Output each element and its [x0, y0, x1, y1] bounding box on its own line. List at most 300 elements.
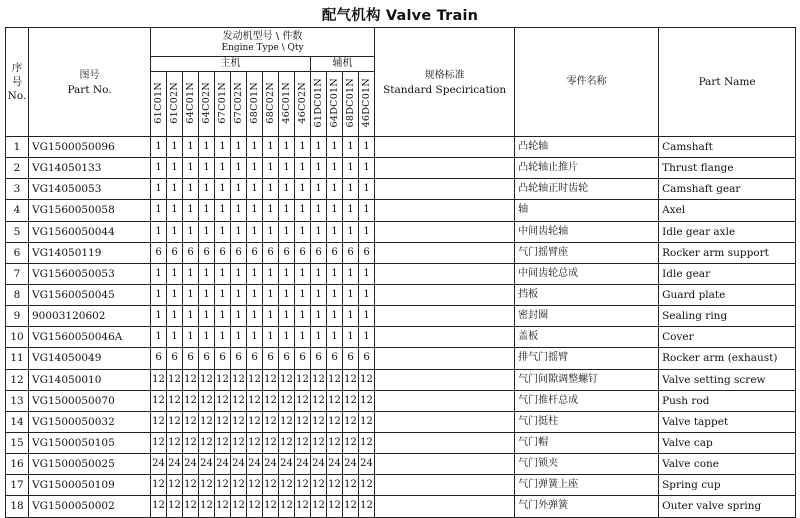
- quantity-cell: 1: [295, 137, 311, 158]
- part-name-cn: 盖板: [515, 327, 659, 348]
- quantity-cell: 12: [263, 496, 279, 517]
- part-name-en: Axel: [659, 200, 796, 221]
- quantity-cell: 1: [343, 306, 359, 327]
- quantity-cell: 1: [151, 263, 167, 284]
- row-number: 13: [6, 390, 29, 411]
- part-name-cn: 凸轮轴: [515, 137, 659, 158]
- quantity-cell: 1: [295, 263, 311, 284]
- quantity-cell: 6: [231, 242, 247, 263]
- quantity-cell: 6: [151, 242, 167, 263]
- quantity-cell: 24: [343, 454, 359, 475]
- quantity-cell: 1: [183, 137, 199, 158]
- quantity-cell: 1: [151, 158, 167, 179]
- part-number: VG1500050070: [29, 390, 151, 411]
- part-name-en: Push rod: [659, 390, 796, 411]
- quantity-cell: 12: [183, 390, 199, 411]
- quantity-cell: 1: [199, 327, 215, 348]
- quantity-cell: 12: [295, 369, 311, 390]
- quantity-cell: 1: [279, 327, 295, 348]
- part-number: VG1560050045: [29, 284, 151, 305]
- engine-model-header: [279, 72, 295, 137]
- quantity-cell: 1: [231, 200, 247, 221]
- part-number: VG14050010: [29, 369, 151, 390]
- row-number: 7: [6, 263, 29, 284]
- engine-model-label: 46C02N: [297, 81, 308, 124]
- quantity-cell: 24: [263, 454, 279, 475]
- quantity-cell: 1: [231, 263, 247, 284]
- quantity-cell: 1: [167, 221, 183, 242]
- quantity-cell: 1: [167, 137, 183, 158]
- spec-cell: [375, 432, 515, 453]
- part-name-en: Outer valve spring: [659, 496, 796, 517]
- part-number: VG1500050032: [29, 411, 151, 432]
- quantity-cell: 12: [167, 496, 183, 517]
- quantity-cell: 6: [359, 242, 375, 263]
- quantity-cell: 12: [199, 369, 215, 390]
- table-row: [6, 411, 796, 432]
- engine-type-header: [151, 28, 375, 57]
- quantity-cell: 1: [279, 221, 295, 242]
- quantity-cell: 12: [359, 496, 375, 517]
- engine-model-header: [231, 72, 247, 137]
- seq-header-line2: 号: [11, 76, 23, 88]
- spec-header: [375, 28, 515, 137]
- quantity-cell: 12: [183, 475, 199, 496]
- quantity-cell: 12: [311, 475, 327, 496]
- quantity-cell: 1: [311, 137, 327, 158]
- name-en-header: Part Name: [659, 28, 796, 137]
- quantity-cell: 12: [263, 411, 279, 432]
- engine-model-header: [215, 72, 231, 137]
- engine-model-header: [183, 72, 199, 137]
- quantity-cell: 12: [247, 390, 263, 411]
- quantity-cell: 1: [151, 137, 167, 158]
- quantity-cell: 1: [263, 137, 279, 158]
- table-row: [6, 432, 796, 453]
- quantity-cell: 1: [231, 158, 247, 179]
- table-row: [6, 137, 796, 158]
- quantity-cell: 24: [199, 454, 215, 475]
- quantity-cell: 12: [279, 432, 295, 453]
- quantity-cell: 12: [295, 475, 311, 496]
- quantity-cell: 6: [343, 242, 359, 263]
- quantity-cell: 12: [167, 475, 183, 496]
- row-number: 12: [6, 369, 29, 390]
- engine-model-label: 68C01N: [249, 81, 260, 124]
- part-name-cn: 挡板: [515, 284, 659, 305]
- engine-model-label: 67C01N: [217, 81, 228, 124]
- row-number: 10: [6, 327, 29, 348]
- quantity-cell: 1: [295, 179, 311, 200]
- quantity-cell: 12: [231, 411, 247, 432]
- aux-engine-header: 辅机: [311, 57, 375, 72]
- spec-cell: [375, 390, 515, 411]
- table-row: [6, 327, 796, 348]
- quantity-cell: 1: [359, 306, 375, 327]
- spec-cell: [375, 475, 515, 496]
- quantity-cell: 1: [279, 284, 295, 305]
- quantity-cell: 6: [359, 348, 375, 369]
- quantity-cell: 1: [215, 158, 231, 179]
- quantity-cell: 1: [279, 137, 295, 158]
- quantity-cell: 1: [183, 306, 199, 327]
- part-name-cn: 气门帽: [515, 432, 659, 453]
- quantity-cell: 12: [247, 411, 263, 432]
- part-name-cn: 中间齿轮轴: [515, 221, 659, 242]
- quantity-cell: 12: [231, 390, 247, 411]
- quantity-cell: 12: [215, 390, 231, 411]
- quantity-cell: 1: [215, 221, 231, 242]
- part-number: VG1500050105: [29, 432, 151, 453]
- quantity-cell: 1: [199, 306, 215, 327]
- engine-model-header: [295, 72, 311, 137]
- quantity-cell: 12: [263, 390, 279, 411]
- quantity-cell: 12: [343, 390, 359, 411]
- table-header: [6, 28, 796, 137]
- engine-model-header: [167, 72, 183, 137]
- quantity-cell: 12: [359, 432, 375, 453]
- quantity-cell: 1: [359, 327, 375, 348]
- quantity-cell: 1: [199, 158, 215, 179]
- quantity-cell: 12: [295, 496, 311, 517]
- quantity-cell: 1: [199, 179, 215, 200]
- engine-type-header-en: Engine Type \ Qty: [221, 42, 304, 53]
- quantity-cell: 1: [167, 200, 183, 221]
- quantity-cell: 12: [199, 390, 215, 411]
- quantity-cell: 1: [167, 263, 183, 284]
- quantity-cell: 12: [215, 411, 231, 432]
- quantity-cell: 1: [263, 179, 279, 200]
- quantity-cell: 12: [279, 369, 295, 390]
- table-body: [6, 137, 796, 518]
- quantity-cell: 12: [167, 390, 183, 411]
- spec-cell: [375, 200, 515, 221]
- quantity-cell: 1: [327, 327, 343, 348]
- row-number: 17: [6, 475, 29, 496]
- engine-model-header: [199, 72, 215, 137]
- quantity-cell: 12: [359, 369, 375, 390]
- quantity-cell: 12: [151, 496, 167, 517]
- quantity-cell: 12: [231, 432, 247, 453]
- quantity-cell: 1: [327, 200, 343, 221]
- quantity-cell: 1: [359, 200, 375, 221]
- quantity-cell: 1: [215, 137, 231, 158]
- quantity-cell: 12: [215, 475, 231, 496]
- part-number: VG1500050025: [29, 454, 151, 475]
- quantity-cell: 12: [151, 369, 167, 390]
- quantity-cell: 6: [183, 242, 199, 263]
- quantity-cell: 1: [279, 306, 295, 327]
- quantity-cell: 12: [199, 411, 215, 432]
- quantity-cell: 1: [215, 306, 231, 327]
- quantity-cell: 6: [311, 348, 327, 369]
- valve-train-parts-table: [5, 27, 796, 518]
- spec-cell: [375, 348, 515, 369]
- spec-cell: [375, 137, 515, 158]
- quantity-cell: 1: [231, 179, 247, 200]
- quantity-cell: 1: [167, 179, 183, 200]
- quantity-cell: 1: [311, 284, 327, 305]
- part-name-en: Valve tappet: [659, 411, 796, 432]
- quantity-cell: 1: [327, 306, 343, 327]
- quantity-cell: 12: [327, 496, 343, 517]
- quantity-cell: 1: [263, 263, 279, 284]
- quantity-cell: 12: [167, 411, 183, 432]
- quantity-cell: 12: [295, 390, 311, 411]
- quantity-cell: 24: [247, 454, 263, 475]
- row-number: 9: [6, 306, 29, 327]
- quantity-cell: 1: [247, 200, 263, 221]
- part-name-cn: 气门挺柱: [515, 411, 659, 432]
- part-number: VG14050119: [29, 242, 151, 263]
- spec-cell: [375, 158, 515, 179]
- quantity-cell: 1: [151, 200, 167, 221]
- quantity-cell: 12: [231, 475, 247, 496]
- quantity-cell: 1: [263, 221, 279, 242]
- row-number: 1: [6, 137, 29, 158]
- part-name-cn: 气门摇臂座: [515, 242, 659, 263]
- spec-cell: [375, 411, 515, 432]
- quantity-cell: 12: [247, 475, 263, 496]
- quantity-cell: 1: [151, 306, 167, 327]
- table-row: [6, 221, 796, 242]
- quantity-cell: 1: [311, 158, 327, 179]
- quantity-cell: 6: [263, 242, 279, 263]
- main-engine-header: 主机: [151, 57, 311, 72]
- part-no-header: [29, 28, 151, 137]
- part-name-en: Camshaft: [659, 137, 796, 158]
- quantity-cell: 12: [359, 475, 375, 496]
- engine-model-label: 64C02N: [201, 81, 212, 124]
- row-number: 16: [6, 454, 29, 475]
- quantity-cell: 1: [231, 221, 247, 242]
- spec-cell: [375, 306, 515, 327]
- spec-header-cn: 规格标准: [424, 69, 465, 81]
- part-name-cn: 凸轮轴止推片: [515, 158, 659, 179]
- table-row: [6, 306, 796, 327]
- table-row: [6, 284, 796, 305]
- part-name-en: Idle gear axle: [659, 221, 796, 242]
- row-number: 18: [6, 496, 29, 517]
- quantity-cell: 1: [247, 158, 263, 179]
- quantity-cell: 6: [247, 348, 263, 369]
- quantity-cell: 1: [167, 158, 183, 179]
- quantity-cell: 1: [311, 306, 327, 327]
- quantity-cell: 12: [247, 369, 263, 390]
- quantity-cell: 1: [151, 284, 167, 305]
- quantity-cell: 1: [215, 200, 231, 221]
- quantity-cell: 1: [231, 327, 247, 348]
- quantity-cell: 1: [183, 221, 199, 242]
- spec-cell: [375, 327, 515, 348]
- engine-model-label: 46DC01N: [361, 77, 373, 128]
- quantity-cell: 6: [167, 348, 183, 369]
- quantity-cell: 12: [343, 475, 359, 496]
- quantity-cell: 24: [359, 454, 375, 475]
- quantity-cell: 1: [279, 200, 295, 221]
- quantity-cell: 1: [231, 306, 247, 327]
- quantity-cell: 24: [311, 454, 327, 475]
- part-number: VG1560050046A: [29, 327, 151, 348]
- quantity-cell: 1: [247, 179, 263, 200]
- quantity-cell: 1: [247, 137, 263, 158]
- engine-model-label: 46C01N: [281, 81, 292, 124]
- row-number: 14: [6, 411, 29, 432]
- quantity-cell: 1: [343, 284, 359, 305]
- quantity-cell: 1: [151, 327, 167, 348]
- quantity-cell: 1: [183, 284, 199, 305]
- quantity-cell: 6: [295, 348, 311, 369]
- quantity-cell: 6: [327, 242, 343, 263]
- quantity-cell: 1: [231, 137, 247, 158]
- quantity-cell: 1: [359, 284, 375, 305]
- quantity-cell: 12: [327, 411, 343, 432]
- part-name-cn: 气门弹簧上座: [515, 475, 659, 496]
- quantity-cell: 1: [343, 158, 359, 179]
- quantity-cell: 1: [215, 179, 231, 200]
- quantity-cell: 1: [295, 327, 311, 348]
- row-number: 15: [6, 432, 29, 453]
- quantity-cell: 1: [247, 306, 263, 327]
- part-name-en: Camshaft gear: [659, 179, 796, 200]
- quantity-cell: 1: [199, 221, 215, 242]
- quantity-cell: 12: [343, 432, 359, 453]
- table-row: [6, 348, 796, 369]
- quantity-cell: 12: [151, 432, 167, 453]
- quantity-cell: 24: [167, 454, 183, 475]
- table-row: [6, 369, 796, 390]
- quantity-cell: 1: [279, 179, 295, 200]
- quantity-cell: 12: [199, 496, 215, 517]
- quantity-cell: 12: [247, 496, 263, 517]
- quantity-cell: 6: [199, 242, 215, 263]
- quantity-cell: 6: [231, 348, 247, 369]
- engine-model-header: [263, 72, 279, 137]
- part-number: VG14050053: [29, 179, 151, 200]
- seq-header: [6, 28, 29, 137]
- quantity-cell: 6: [263, 348, 279, 369]
- quantity-cell: 12: [183, 369, 199, 390]
- quantity-cell: 1: [359, 221, 375, 242]
- part-name-en: Valve cap: [659, 432, 796, 453]
- part-name-en: Sealing ring: [659, 306, 796, 327]
- quantity-cell: 12: [151, 390, 167, 411]
- part-number: VG1500050109: [29, 475, 151, 496]
- quantity-cell: 24: [183, 454, 199, 475]
- quantity-cell: 1: [231, 284, 247, 305]
- quantity-cell: 12: [279, 475, 295, 496]
- row-number: 11: [6, 348, 29, 369]
- row-number: 6: [6, 242, 29, 263]
- quantity-cell: 12: [279, 411, 295, 432]
- part-name-en: Rocker arm (exhaust): [659, 348, 796, 369]
- table-row: [6, 179, 796, 200]
- quantity-cell: 6: [167, 242, 183, 263]
- quantity-cell: 12: [343, 411, 359, 432]
- quantity-cell: 1: [215, 327, 231, 348]
- quantity-cell: 24: [231, 454, 247, 475]
- quantity-cell: 12: [343, 369, 359, 390]
- quantity-cell: 6: [343, 348, 359, 369]
- part-name-en: Valve cone: [659, 454, 796, 475]
- part-no-header-en: Part No.: [67, 83, 112, 96]
- part-number: VG1500050002: [29, 496, 151, 517]
- quantity-cell: 12: [311, 369, 327, 390]
- quantity-cell: 1: [167, 306, 183, 327]
- spec-cell: [375, 496, 515, 517]
- row-number: 2: [6, 158, 29, 179]
- quantity-cell: 1: [167, 327, 183, 348]
- engine-type-header-cn: 发动机型号 \ 件数: [222, 30, 303, 42]
- part-number: VG14050133: [29, 158, 151, 179]
- quantity-cell: 12: [263, 369, 279, 390]
- quantity-cell: 1: [311, 179, 327, 200]
- part-name-cn: 中间齿轮总成: [515, 263, 659, 284]
- quantity-cell: 12: [263, 432, 279, 453]
- part-name-en: Spring cup: [659, 475, 796, 496]
- quantity-cell: 1: [183, 327, 199, 348]
- quantity-cell: 12: [183, 411, 199, 432]
- quantity-cell: 12: [231, 496, 247, 517]
- quantity-cell: 1: [311, 221, 327, 242]
- quantity-cell: 12: [311, 411, 327, 432]
- part-name-en: Rocker arm support: [659, 242, 796, 263]
- quantity-cell: 1: [327, 137, 343, 158]
- quantity-cell: 1: [311, 327, 327, 348]
- engine-model-label: 61C02N: [169, 81, 180, 124]
- quantity-cell: 12: [327, 432, 343, 453]
- quantity-cell: 1: [343, 200, 359, 221]
- quantity-cell: 6: [279, 348, 295, 369]
- quantity-cell: 12: [151, 411, 167, 432]
- engine-model-label: 64C01N: [185, 81, 196, 124]
- quantity-cell: 24: [279, 454, 295, 475]
- quantity-cell: 12: [359, 411, 375, 432]
- quantity-cell: 24: [327, 454, 343, 475]
- part-name-en: Guard plate: [659, 284, 796, 305]
- spec-cell: [375, 284, 515, 305]
- quantity-cell: 6: [199, 348, 215, 369]
- part-name-en: Valve setting screw: [659, 369, 796, 390]
- table-row: [6, 475, 796, 496]
- quantity-cell: 1: [247, 221, 263, 242]
- quantity-cell: 24: [151, 454, 167, 475]
- row-number: 4: [6, 200, 29, 221]
- quantity-cell: 6: [279, 242, 295, 263]
- table-row: [6, 263, 796, 284]
- quantity-cell: 1: [311, 263, 327, 284]
- quantity-cell: 12: [295, 411, 311, 432]
- quantity-cell: 1: [215, 284, 231, 305]
- quantity-cell: 12: [327, 390, 343, 411]
- quantity-cell: 1: [247, 327, 263, 348]
- table-row: [6, 158, 796, 179]
- quantity-cell: 1: [343, 137, 359, 158]
- part-number: VG1560050058: [29, 200, 151, 221]
- quantity-cell: 1: [359, 158, 375, 179]
- engine-model-header: [311, 72, 327, 137]
- quantity-cell: 1: [183, 158, 199, 179]
- quantity-cell: 12: [215, 369, 231, 390]
- quantity-cell: 12: [215, 496, 231, 517]
- quantity-cell: 12: [343, 496, 359, 517]
- quantity-cell: 1: [327, 179, 343, 200]
- table-row: [6, 454, 796, 475]
- engine-model-header: [247, 72, 263, 137]
- quantity-cell: 6: [295, 242, 311, 263]
- quantity-cell: 1: [295, 284, 311, 305]
- page-title: 配气机构 Valve Train: [321, 8, 479, 24]
